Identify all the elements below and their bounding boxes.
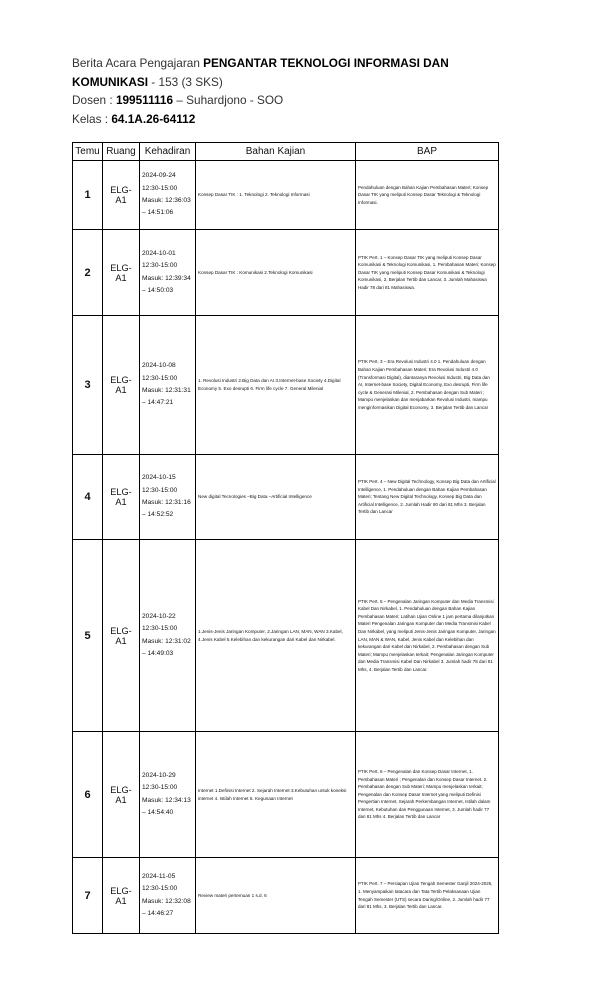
bap-description: Pendahuluan dengan Bahan Kajian Pembahasan Materi; Konsep Dasar TIK yang meliputi Konsep Dasar Teknologi & Teknologi Informasi. xyxy=(356,161,499,230)
title-line-1 xyxy=(72,54,542,73)
class-code: 64.1A.26-64112 xyxy=(111,111,196,126)
bap-description: PTIK Pert. 5 – Pengenalan Jaringan Komputer dan Media Transmisi Kabel Dan Nirkabel, 1. Pendahuluan dengan Bahan Kajian Pembahasan Materi; Latihan Ujian Online 1 jam pertama dilanjutkan Materi Pengenalan Jaringan Komputer dan Media Transmisi Kabel Dan Nirkabel, yang meliputi Jenis-Jenis Jaringan Komputer, Jaringan LAN, MAN & WAN, Kabel, Jenis Kabel dan Kelebihan dan kekurangan dari Kabel dan Nirkabel, 2. Pembahasan dengan Sub Materi; Mampu menjelaskan terkait; Pengenalan Jaringan Komputer dan Media Transmisi Kabel Dan Nirkabel 3. Jumlah hadir 78 dari 81 Mhs, 4. Berjalan Tertib dan Lancar. xyxy=(356,540,499,732)
meeting-number: 6 xyxy=(73,732,103,858)
course-credits: - 153 (3 SKS) xyxy=(148,74,223,89)
table-row xyxy=(73,161,499,230)
bap-description: PTIK Pert. 4 – New Digital Technology, Konsep Big Data dan Artificial Intelligence, 1. Pendahuluan dengan Bahan Kajian Pembahasan Materi; Tentang New Digital Technology, Konsep Big Data dan Artificial Intelligence, 2. Jumlah Hadir 80 dari 81 Mhs 3. Berjalan Tertib dan Lancar xyxy=(356,455,499,540)
attendance-time: 2024-10-22 12:30-15:00 Masuk: 12:31:02 – 14:49:03 xyxy=(140,540,196,732)
column-header-temu: Temu xyxy=(73,143,103,161)
table-row xyxy=(73,455,499,540)
study-material: Konsep Dasar TIK : Komunikasi 2.Teknologi Komunikasi xyxy=(196,230,356,316)
column-header-ruang: Ruang xyxy=(103,143,140,161)
bap-description: PTIK Pert. 1 – Konsep Dasar TIK yang meliputi Konsep Dasar Komunikasi & Teknologi Komunikasi, 1. Pembahasan Materi; Konsep Dasar TIK yang meliputi Konsep Dasar Komunikasi & Teknologi Komunikasi, 2. Berjalan Tertib dan Lancar, 3. Jumlah Mahasiswa Hadir 78 dari 81 Mahasiswa. xyxy=(356,230,499,316)
meeting-number: 5 xyxy=(73,540,103,732)
room: ELG-A1 xyxy=(103,455,140,540)
attendance-table xyxy=(72,142,499,934)
lecturer-name: – Suhardjono - SOO xyxy=(173,93,284,108)
table-header-row xyxy=(73,143,499,161)
room: ELG-A1 xyxy=(103,858,140,934)
study-material: Review materi pertemuan 1 s.d. 6 xyxy=(196,858,356,934)
column-header-bap: BAP xyxy=(356,143,499,161)
class-label: Kelas : xyxy=(72,111,112,126)
room: ELG-A1 xyxy=(103,732,140,858)
attendance-time: 2024-11-05 12:30-15:00 Masuk: 12:32:08 – 14:46:27 xyxy=(140,858,196,934)
column-header-bahan-kajian: Bahan Kajian xyxy=(196,143,356,161)
column-header-kehadiran: Kehadiran xyxy=(140,143,196,161)
lecturer-line xyxy=(72,91,542,110)
document-header xyxy=(72,54,542,128)
lecturer-nip: 199511116 xyxy=(115,93,174,108)
bap-description: PTIK Pert. 3 – Era Revolusi Industri 4.0 1. Pendahuluan dengan Bahan Kajian Pembahasan Materi; Era Revolusi Industri 4.0 (Transformasi Digital), diantaranya Revolusi Industri, Big Data dan AI, Internet-base Society, Digital Economy, Exo desrupti, Firm life cycle & Generasi Milenial, 2. Pembahasan dengan Sub Materi ; Mampu menjelaskan dan menjabarkan Revolusi Industri, mampu menginformasikan Digital Economy, 3. Berjalan Tertib dan Lancar xyxy=(356,316,499,455)
study-material: 1. Revolusi Industri 2.Big Data dan AI 3.Internet-base Society 4.Digital Economy 5. Exo desrupti 6. Firm life cycle 7. General Milenial xyxy=(196,316,356,455)
bap-description: PTIK Pert. 7 – Persiapan Ujian Tengah Semester Ganjil 2024-2025, 1. Menyampaikan tatacara dan Tata Tertib Pelaksanaan Ujian Tengah Semester (UTS) secara Daring/Online, 2. Jumlah hadir 77 dari 81 Mhs, 3. Berjalan Tertib dan Lancar. xyxy=(356,858,499,934)
table-row xyxy=(73,540,499,732)
meeting-number: 3 xyxy=(73,316,103,455)
table-row xyxy=(73,230,499,316)
class-line xyxy=(72,110,542,129)
attendance-time: 2024-09-24 12:30-15:00 Masuk: 12:36:03 – 14:51:06 xyxy=(140,161,196,230)
attendance-time: 2024-10-08 12:30-15:00 Masuk: 12:31:31 – 14:47:21 xyxy=(140,316,196,455)
meeting-number: 2 xyxy=(73,230,103,316)
attendance-time: 2024-10-29 12:30-15:00 Masuk: 12:34:13 – 14:54:40 xyxy=(140,732,196,858)
room: ELG-A1 xyxy=(103,316,140,455)
table-row xyxy=(73,732,499,858)
attendance-time: 2024-10-01 12:30-15:00 Masuk: 12:39:34 – 14:50:03 xyxy=(140,230,196,316)
table-row xyxy=(73,316,499,455)
room: ELG-A1 xyxy=(103,540,140,732)
table-row xyxy=(73,858,499,934)
room: ELG-A1 xyxy=(103,161,140,230)
bap-description: PTIK Pert. 6 – Pengenalan dan Konsep Dasar Internet, 1. Pembahasan Materi ; Pengenalan dan Konsep Dasar Internet. 2. Pembahasan dengan Sub Materi; Mampu menjelaskan terkait; Pengenalan dan Konsep Dasar Internet yang meliputi Definisi Pengertian Internet, Sejarah Perkembangan Internet, Istilah dalam Internet, Kebutuhan dan Penggunaan Internet, 3. Jumlah hadir 77 dari 81 Mhs 4. Berjalan Tertib dan Lancar xyxy=(356,732,499,858)
course-name-part-1: PENGANTAR TEKNOLOGI INFORMASI DAN xyxy=(203,56,449,70)
meeting-number: 4 xyxy=(73,455,103,540)
course-name-part-2: KOMUNIKASI xyxy=(72,74,149,89)
attendance-time: 2024-10-15 12:30-15:00 Masuk: 12:31:16 – 14:52:52 xyxy=(140,455,196,540)
room: ELG-A1 xyxy=(103,230,140,316)
study-material: 1.Jenis-Jenis Jaringan Komputer, 2.Jaringan LAN, MAN, WAN 3.Kabel, 4.Jenis Kabel 5.Kelebihan dan kekurangan dari Kabel dan Nirkabel. xyxy=(196,540,356,732)
study-material: Konsep Dasar TIK : 1. Teknologi 2. Teknologi Informasi xyxy=(196,161,356,230)
study-material: Internet 1.Definisi Internet 2. Sejarah Internet 3.Kebutuhan untuk koneksi internet 4. Istilah Internet 5. Kegunaan Internet xyxy=(196,732,356,858)
title-line-2 xyxy=(72,73,542,92)
study-material: New digital Tecnologies –Big Data –Artificial Intelligence xyxy=(196,455,356,540)
meeting-number: 7 xyxy=(73,858,103,934)
lecturer-label: Dosen : xyxy=(72,93,116,108)
meeting-number: 1 xyxy=(73,161,103,230)
title-prefix: Berita Acara Pengajaran xyxy=(72,56,204,70)
